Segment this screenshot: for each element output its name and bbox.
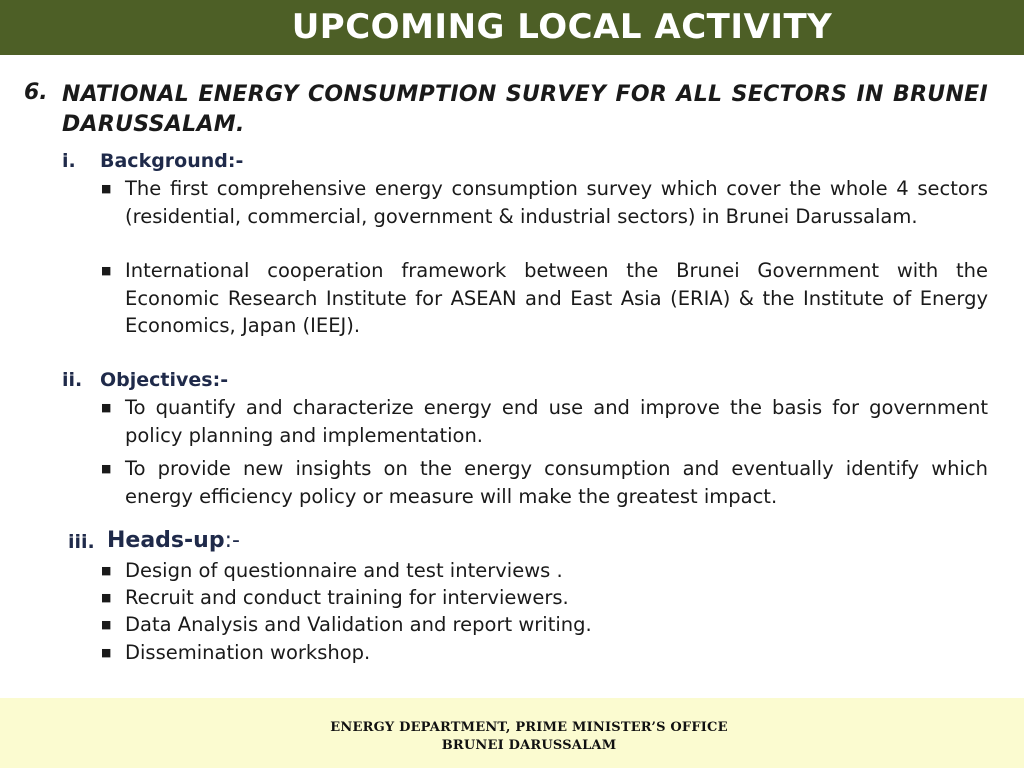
square-bullet-icon: ■ xyxy=(101,591,112,604)
bullet-text: Design of questionnaire and test interviews . xyxy=(125,559,563,582)
section-heading-headsup xyxy=(107,528,240,553)
item-title: NATIONAL ENERGY CONSUMPTION SURVEY FOR ALL SECTORS IN BRUNEI DARUSSALAM. xyxy=(62,82,988,137)
square-bullet-icon: ■ xyxy=(101,264,112,277)
bullet-text: Data Analysis and Validation and report writing. xyxy=(125,613,592,636)
square-bullet-icon: ■ xyxy=(101,618,112,631)
section-numeral-background: i. xyxy=(62,150,76,172)
item-number: 6. xyxy=(24,80,48,105)
footer-line-2: BRUNEI DARUSSALAM xyxy=(441,738,617,753)
page-title: UPCOMING LOCAL ACTIVITY xyxy=(291,7,833,47)
footer-line-1: ENERGY DEPARTMENT, PRIME MINISTER’S OFFICE xyxy=(330,720,728,735)
bullet-text: Dissemination workshop. xyxy=(125,641,371,664)
bullet-text: International cooperation framework between the Brunei Government with the Economic Research Institute for ASEAN and East Asia (ERIA) & the Institute of Energy Economics, Japan (IEEJ). xyxy=(125,259,988,337)
footer-bar xyxy=(0,698,1024,768)
square-bullet-icon: ■ xyxy=(101,182,112,195)
headsup-suffix: :- xyxy=(224,528,240,553)
square-bullet-icon: ■ xyxy=(101,462,112,475)
bullet-text: To provide new insights on the energy consumption and eventually identify which energy efficiency policy or measure will make the greatest impact. xyxy=(125,457,988,508)
section-heading-background: Background:- xyxy=(100,150,244,172)
title-bar xyxy=(0,0,1024,55)
bullet-text: Recruit and conduct training for interviewers. xyxy=(125,586,569,609)
bullet-text: To quantify and characterize energy end use and improve the basis for government policy planning and implementation. xyxy=(125,396,988,447)
headsup-label: Heads-up xyxy=(107,528,225,553)
square-bullet-icon: ■ xyxy=(101,646,112,659)
section-numeral-objectives: ii. xyxy=(62,369,83,391)
square-bullet-icon: ■ xyxy=(101,401,112,414)
section-numeral-headsup: iii. xyxy=(68,531,95,553)
section-heading-objectives: Objectives:- xyxy=(100,369,229,391)
square-bullet-icon: ■ xyxy=(101,564,112,577)
bullet-text: The first comprehensive energy consumption survey which cover the whole 4 sectors (residential, commercial, government & industrial sectors) in Brunei Darussalam. xyxy=(125,177,988,228)
